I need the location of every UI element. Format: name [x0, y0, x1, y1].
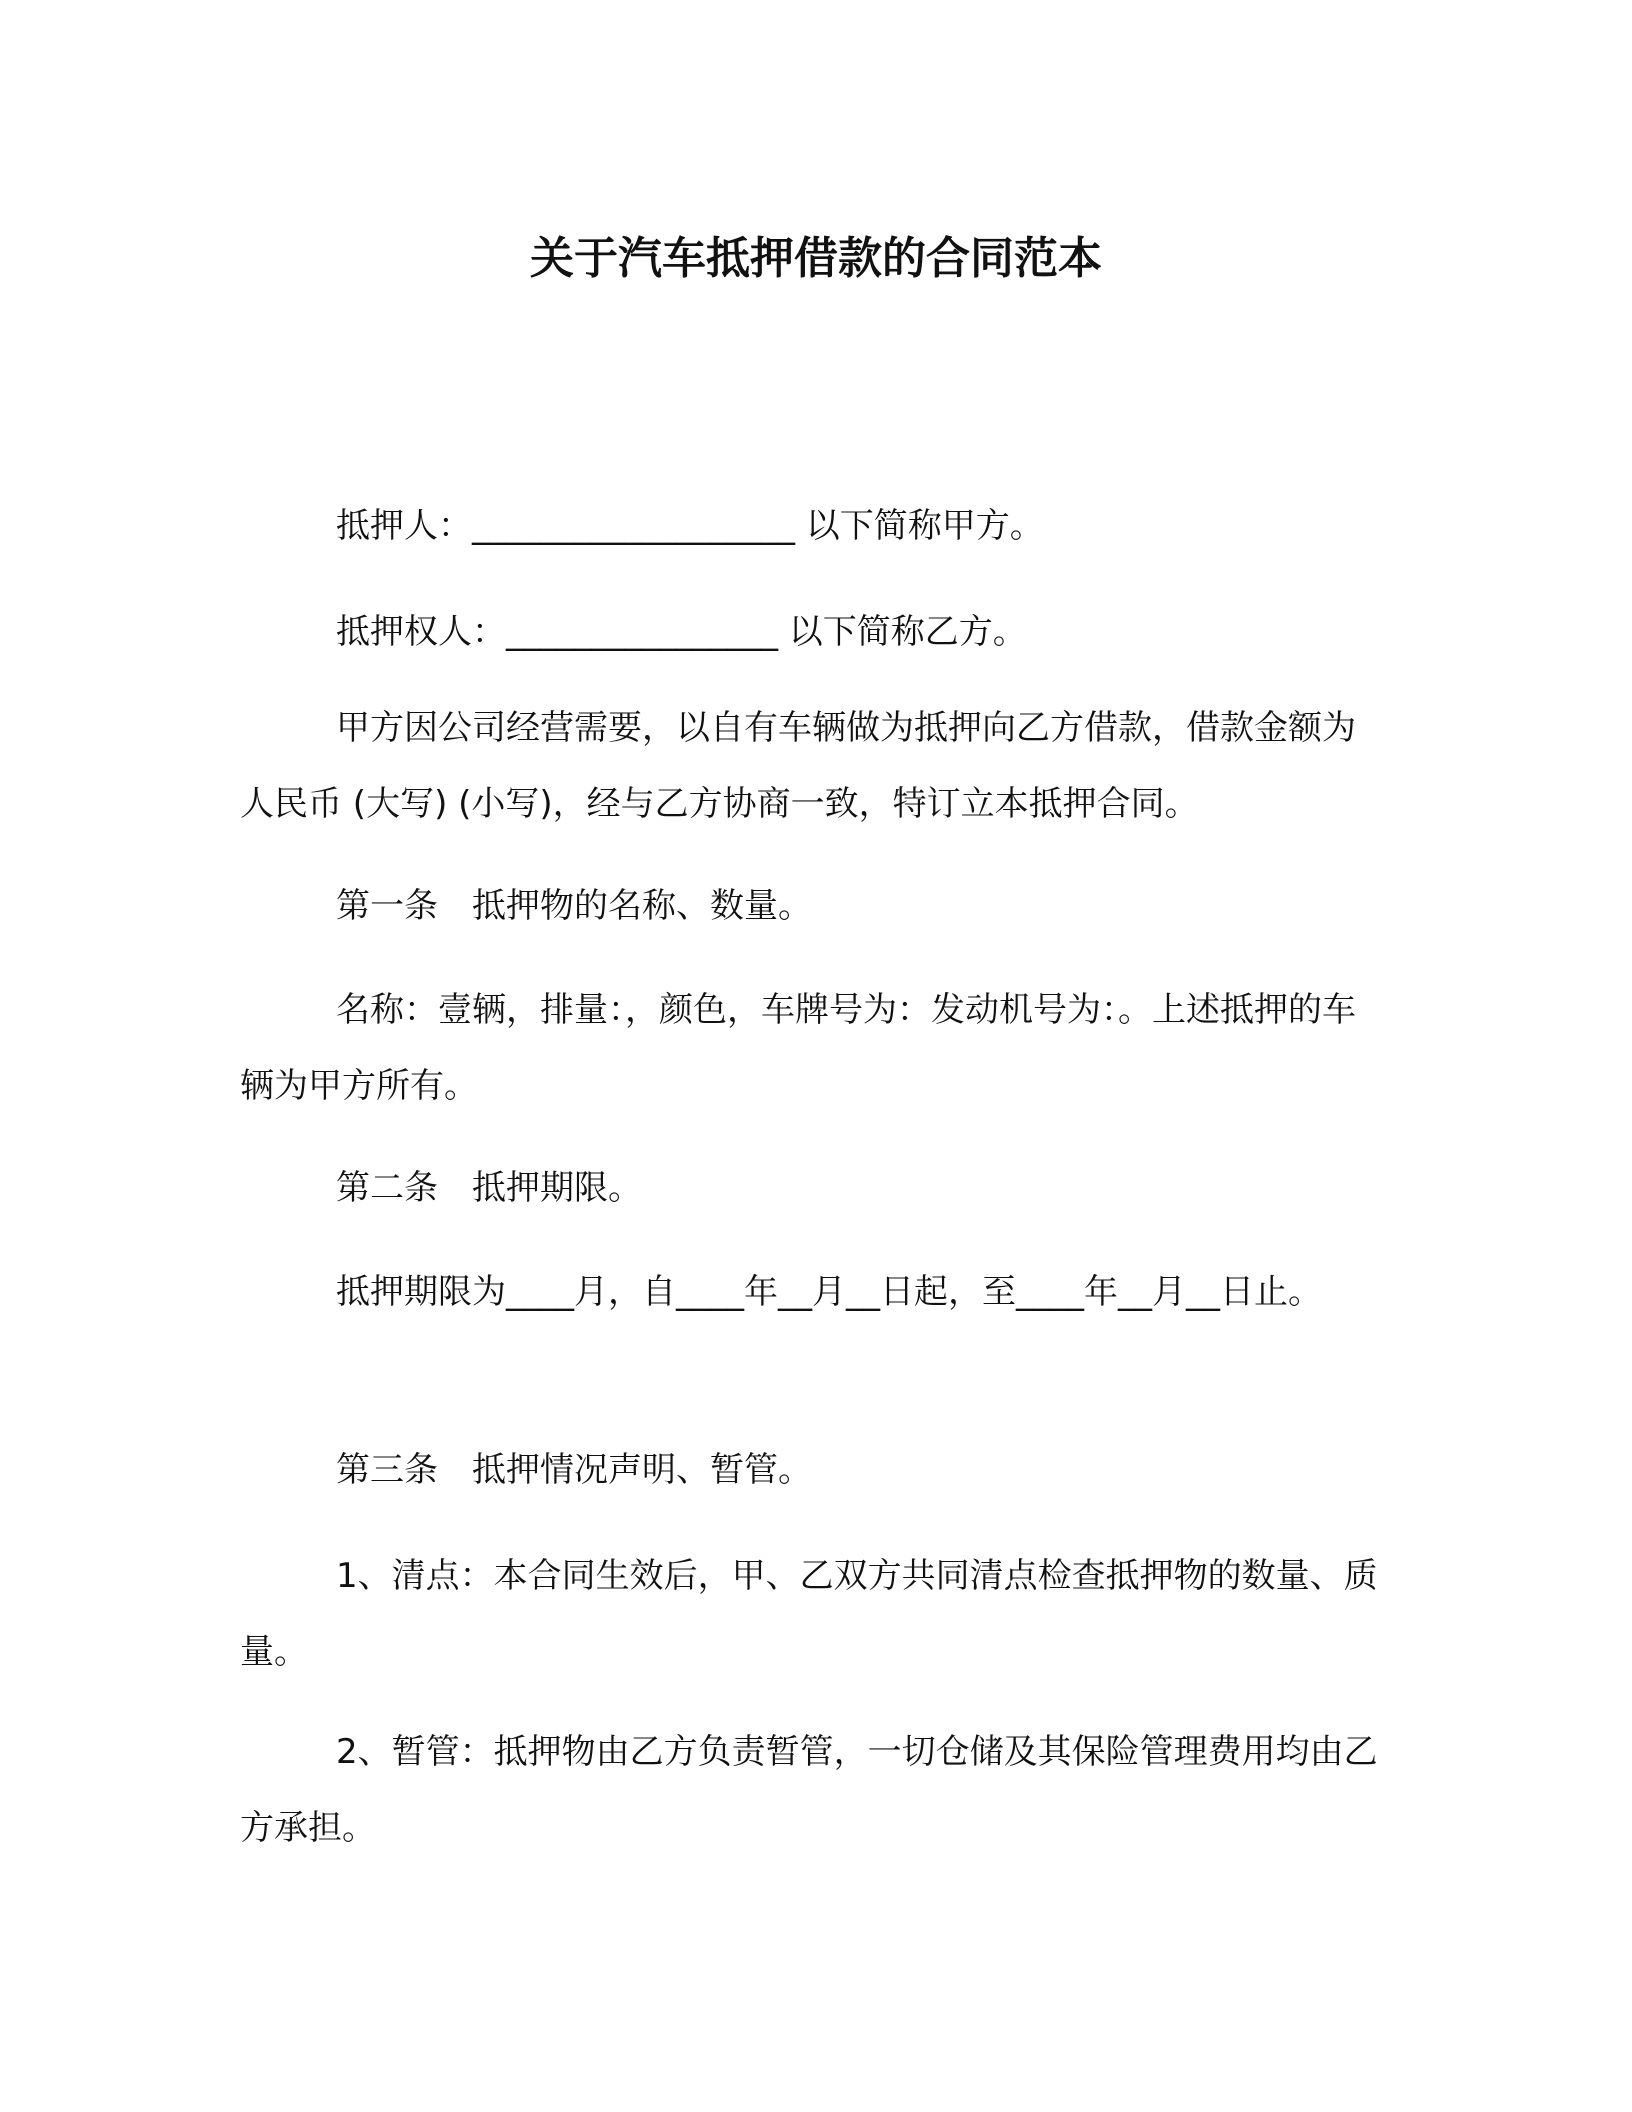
paragraph-mortgagor: 抵押人：___________________ 以下简称甲方。	[336, 506, 1044, 546]
paragraph-loan-purpose: 甲方因公司经营需要，以自有车辆做为抵押向乙方借款，借款金额为人民币 (大写) (小写)，经与乙方协商一致，特订立本抵押合同。	[240, 708, 1356, 824]
paragraph-mortgagee: 抵押权人：________________ 以下简称乙方。	[336, 612, 1027, 652]
paragraph-mortgage-term: 抵押期限为____月，自____年__月__日起，至____年__月__日止。	[336, 1272, 1322, 1312]
paragraph-custody: 2、暂管：抵押物由乙方负责暂管，一切仓储及其保险管理费用均由乙方承担。	[240, 1732, 1378, 1848]
paragraph-collateral-description: 名称：壹辆，排量：，颜色，车牌号为：发动机号为：。上述抵押的车辆为甲方所有。	[240, 990, 1356, 1106]
document-title: 关于汽车抵押借款的合同范本	[530, 233, 1102, 284]
article-2-heading: 第二条 抵押期限。	[336, 1168, 642, 1208]
paragraph-inventory-check: 1、清点：本合同生效后，甲、乙双方共同清点检查抵押物的数量、质量。	[240, 1556, 1378, 1672]
article-1-heading: 第一条 抵押物的名称、数量。	[336, 886, 812, 926]
article-3-heading: 第三条 抵押情况声明、暂管。	[336, 1450, 812, 1490]
